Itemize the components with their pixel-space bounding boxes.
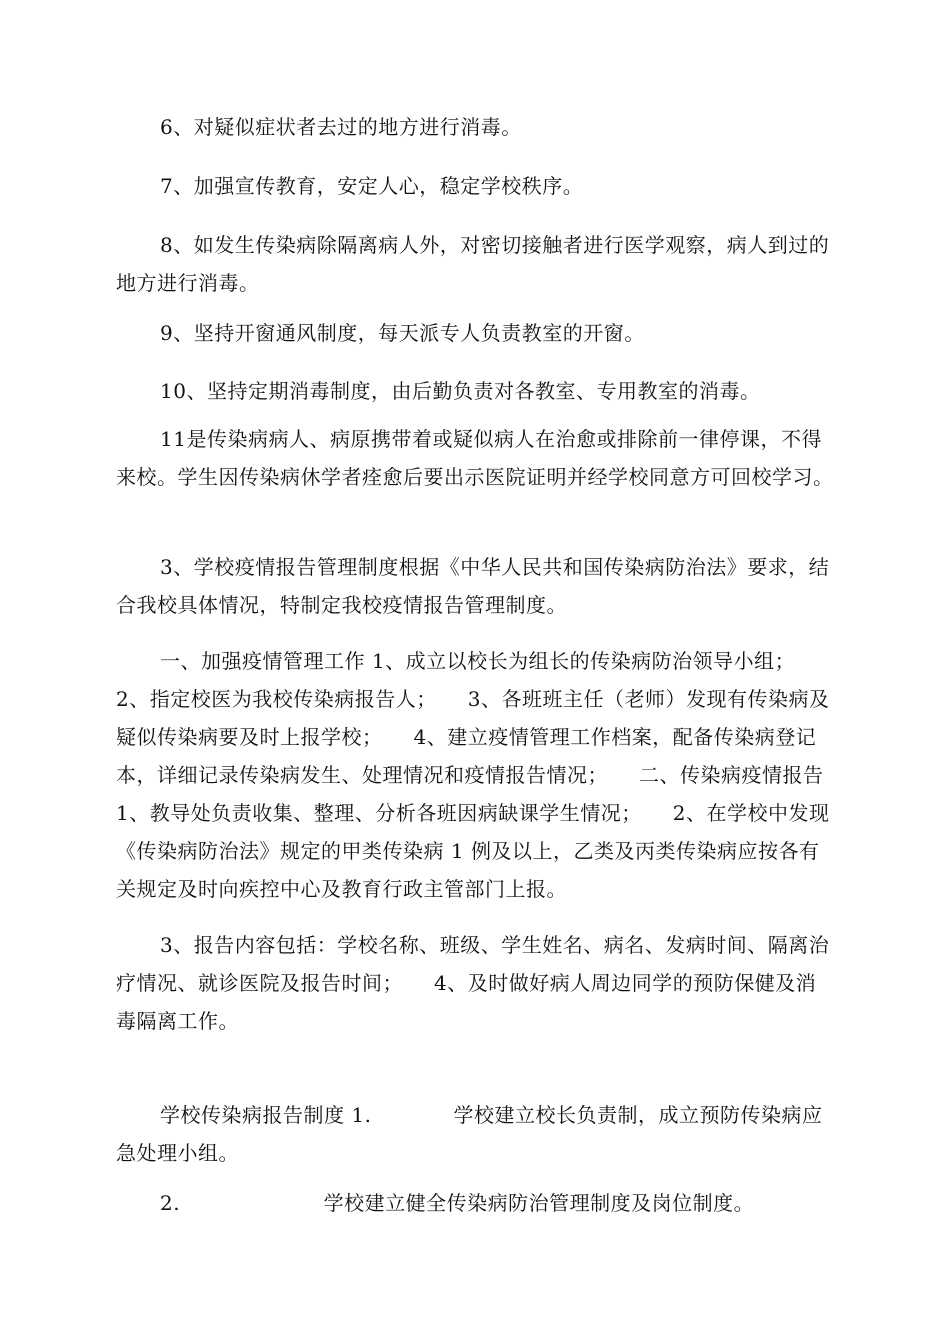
paragraph-item-11: 11是传染病病人、病原携带着或疑似病人在治愈或排除前一律停课，不得来校。学生因传染病休学者痊愈后要出示医院证明并经学校同意方可回校学习。 bbox=[116, 427, 834, 489]
paragraph-item-10: 10、坚持定期消毒制度，由后勤负责对各教室、专用教室的消毒。 bbox=[160, 379, 761, 403]
paragraph-item-8: 8、如发生传染病除隔离病人外，对密切接触者进行医学观察，病人到过的地方进行消毒。 bbox=[116, 233, 830, 295]
paragraph-school-report-system-1: 学校传染病报告制度 1. 学校建立校长负责制，成立预防传染病应急处理小组。 bbox=[116, 1103, 823, 1165]
paragraph-item-9: 9、坚持开窗通风制度，每天派专人负责教室的开窗。 bbox=[160, 321, 645, 345]
paragraph-item-6: 6、对疑似症状者去过的地方进行消毒。 bbox=[160, 115, 522, 139]
paragraph-report-content: 3、报告内容包括：学校名称、班级、学生姓名、病名、发病时间、隔离治疗情况、就诊医院及报告时间； 4、及时做好病人周边同学的预防保健及消毒隔离工作。 bbox=[116, 933, 830, 1033]
paragraph-item-7: 7、加强宣传教育，安定人心，稳定学校秩序。 bbox=[160, 174, 584, 198]
paragraph-school-report-system-2: 2. 学校建立健全传染病防治管理制度及岗位制度。 bbox=[160, 1191, 755, 1215]
paragraph-report-system-intro: 3、学校疫情报告管理制度根据《中华人民共和国传染病防治法》要求，结合我校具体情况，特制定我校疫情报告管理制度。 bbox=[116, 555, 830, 617]
paragraph-epidemic-management: 一、加强疫情管理工作 1、成立以校长为组长的传染病防治领导小组； 2、指定校医为我校传染病报告人； 3、各班班主任（老师）发现有传染病及疑似传染病要及时上报学校； 4、建立疫情管理工作档案，配备传染病登记本，详细记录传染病发生、处理情况和疫情报告情况； 二、传染病疫情报告 1、教导处负责收集、整理、分析各班因病缺课学生情况； 2、在学校中发现《传染病防治法》规定的甲类传染病 1 例及以上，乙类及丙类传染病应按各有关规定及时向疾控中心及教育行政主管部门上报。 bbox=[116, 649, 831, 901]
